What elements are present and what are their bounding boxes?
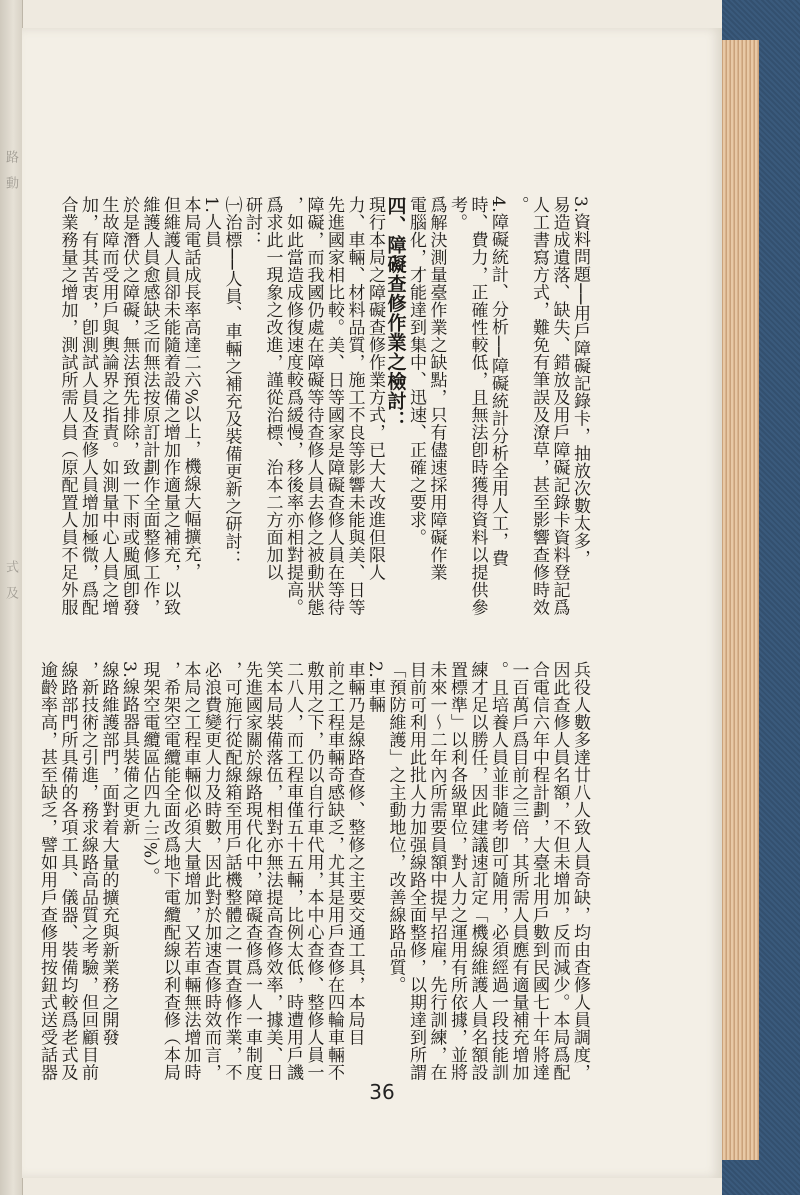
page-edges xyxy=(718,40,759,1160)
text-column: 「預防維護」之主動地位，改善線路品質。 xyxy=(385,661,406,994)
text-column: 現行本局之障礙查修作業方式，已大大改進但限人 xyxy=(365,196,385,581)
text-column: 敷用之下，仍以自行車代用，本中心查修、整修人員一 xyxy=(303,661,324,1081)
text-column: 。且培養人員並非隨考卽可隨用，必須經過一段技能訓 xyxy=(488,661,508,1081)
text-column: 目前可利用此批人力加强線路全面整修，以期達到所謂 xyxy=(406,661,426,1081)
text-column: 因此查修人員名額，不但未增加，反而減少。本局爲配 xyxy=(549,661,570,1081)
text-column: 4.障礙統計、分析──障礙統計分析全用人工，費 xyxy=(488,196,508,568)
text-column: 笑本局裝備落伍，相對亦無法提高查修效率，據美、日 xyxy=(262,661,283,1081)
text-column: 考。 xyxy=(447,196,467,231)
text-column: 於是潛伏之障礙，無法預先排除，致一下雨或颱風卽發 xyxy=(119,196,139,616)
text-column: 時、費力，正確性較低，且無法卽時獲得資料以提供參 xyxy=(467,196,488,616)
text-column: 二八人，而工程車僅五十五輛，比例太低，時遭用戶譏 xyxy=(283,661,303,1081)
text-column: 但維護人員卻未能隨着設備之增加作適量之補充，以致 xyxy=(160,196,180,616)
text-column: 3.資料問題──用戶障礙記錄卡，抽放次數太多， xyxy=(570,196,590,568)
upper-text-block xyxy=(57,196,590,656)
text-column: 逾齡率高，甚至缺乏，譬如用戶查修用按鈕式送受話器 xyxy=(37,661,57,1081)
text-column: 合電信六年中程計劃，大臺北用戶數到民國七十年將達 xyxy=(529,661,549,1081)
text-column: 兵役人數多達廿八人致人員奇缺，均由查修人員調度， xyxy=(570,661,590,1081)
text-column: 合業務量之增加，測試所需人員（原配置人員不足外服 xyxy=(57,196,78,616)
text-column: 本局之工程車輛似必須大量增加，又若車輛無法增加時 xyxy=(180,661,201,1081)
text-column: 車輛乃是線路查修、整修之主要交通工具，本局目 xyxy=(344,661,365,1046)
text-column: 2.車輛 xyxy=(365,661,385,714)
text-column: 線路部門所具備的各項工具、儀器、裝備均較爲老式及 xyxy=(57,661,78,1081)
text-column: 置標準」以利各級單位，對人力之運用有所依據，並將 xyxy=(447,661,467,1081)
text-column: ，可施行從配線箱至用戶話機整體之一貫查修作業，不 xyxy=(221,661,242,1081)
previous-page-edge: 路 動 式 及 xyxy=(0,0,23,1195)
text-column: 研討： xyxy=(242,196,262,249)
text-column: 先進國家關於線路現代化中，障礙查修爲一人一車制度 xyxy=(242,661,262,1081)
text-column: ，新技術之引進，務求線路高品質之考驗，但回顧目前 xyxy=(78,661,98,1081)
text-column: 現架空電纜區佔四九‧三%）。 xyxy=(139,661,160,886)
text-column: ，希架空電纜能全面改爲地下電纜配線以利查修（本局 xyxy=(160,661,180,1081)
text-column: 電腦化，才能達到集中、迅速、正確之要求。 xyxy=(406,196,426,546)
lower-text-block xyxy=(37,661,591,1081)
book-page xyxy=(22,28,722,1178)
text-column: 3.線路器具裝備之更新 xyxy=(119,661,139,836)
page-number: 36 xyxy=(369,1080,395,1104)
text-column: 本局電話成長率高達二六%以上，機線大幅擴充， xyxy=(180,196,201,581)
text-column: 。 xyxy=(508,196,529,214)
text-column: 必浪費變更人力及時數，因此對於加速查修時效而言， xyxy=(201,661,221,1081)
text-column: 障礙，而我國仍處在障礙等待查修人員去修之被動狀態 xyxy=(303,196,324,616)
text-column: 練才足以勝任，因此建議速訂定「機線維護人員名額設 xyxy=(467,661,488,1081)
text-column: ，如此當造成修復速度較爲緩慢，移後率亦相對提高。 xyxy=(283,196,303,616)
text-column: 爲求此一現象之改進，謹從治標、治本二方面加以 xyxy=(262,196,283,581)
text-column: 加，有其苦衷，卽測試人員及查修人員增加極微，爲配 xyxy=(78,196,98,616)
text-column: 前之工程車輛奇感缺乏，尤其是用戶查修在四輪車輛不 xyxy=(324,661,344,1081)
text-column: 線路維護部門，面對着大量的擴充與新業務之開發 xyxy=(98,661,119,1046)
text-column: 未來一～二年內所需要員額中提早招雇，先行訓練，在 xyxy=(426,661,447,1081)
text-column: 爲解決測量臺作業之缺點，只有儘速採用障礙作業 xyxy=(426,196,447,581)
text-column: 1.人員 xyxy=(201,196,221,249)
text-column: 生故障而受用戶與輿論界之指責。如測量中心人員之增 xyxy=(98,196,119,616)
text-column: 力、車輛、材料品質，施工不良等影響未能與美、日等 xyxy=(344,196,365,616)
text-column: 先進國家相比較。美、日等國家是障礙查修人員在等待 xyxy=(324,196,344,616)
text-column: 維護人員愈感缺乏而無法按原訂計劃作全面整修工作， xyxy=(139,196,160,616)
text-column: ㈠治標──人員、車輛之補充及裝備更新之研討： xyxy=(221,196,242,568)
text-column: 一百萬戶爲目前之三倍，其所需人員應有適量補充增加 xyxy=(508,661,529,1081)
text-column: 易造成遺落、缺失、錯放及用戶障礙記錄卡資料登記爲 xyxy=(549,196,570,616)
section-heading: 四、障礙查修作業之檢討： xyxy=(384,196,407,430)
text-column: 人工書寫方式，難免有筆誤及潦草，甚至影響查修時效 xyxy=(529,196,549,616)
